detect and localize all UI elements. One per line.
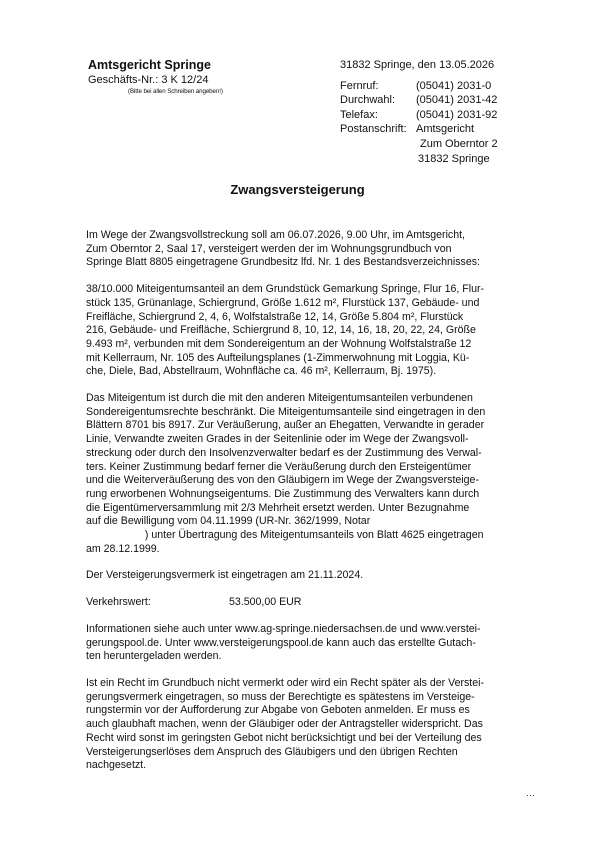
contact-row-fax: Telefax: (05041) 2031-92 [340, 108, 498, 121]
text-line: 9.493 m², verbunden mit dem Sondereigentum an der Wohnung Wolfstalstraße 12 [86, 337, 472, 350]
text-line: Recht wird sonst im geringsten Gebot nicht berücksichtigt und bei der Verteilung des [86, 731, 482, 744]
text-line: mit Kellerraum, Nr. 105 des Aufteilungsplanes (1-Zimmerwohnung mit Loggia, Kü- [86, 351, 470, 364]
text-line: 38/10.000 Miteigentumsanteil an dem Grundstück Gemarkung Springe, Flur 16, Flur- [86, 283, 485, 296]
contact-row-direct: Durchwahl: (05041) 2031-42 [340, 94, 498, 107]
paragraph-rights-notice [86, 677, 548, 773]
text-line: auf die Bewilligung vom 04.11.1999 (UR-Nr. 362/1999, Notar [86, 515, 371, 528]
text-line: nachgesetzt. [86, 759, 147, 772]
market-value [86, 596, 548, 610]
market-value-label: Verkehrswert: [86, 596, 151, 609]
text-line: Versteigerungserlöses dem Anspruch des Gläubigers und den übrigen Rechten [86, 745, 458, 758]
text-line: Ist ein Recht im Grundbuch nicht vermerkt oder wird ein Recht später als der Verstei- [86, 676, 485, 689]
text-line: Freifläche, Schiergrund 2, 4, 6, Wolfstalstraße 12, 14, Größe 5.804 m², Flurstück [86, 310, 464, 323]
text-line: Springe Blatt 8805 eingetragene Grundbesitz lfd. Nr. 1 des Bestandsverzeichnisses: [86, 256, 480, 269]
text-line: ten heruntergeladen werden. [86, 650, 222, 663]
text-line: gerungspool.de. Unter www.versteigerungspool.de kann auch das erstellte Gutach- [86, 636, 476, 649]
text-line: che, Diele, Bad, Abstellraum, Wohnfläche ca. 46 m², Kellerraum, Bj. 1975). [86, 365, 437, 378]
paragraph-information [86, 623, 548, 664]
paragraph-intro [86, 229, 548, 270]
postal-city: 31832 Springe [418, 152, 490, 165]
text-line: Zum Oberntor 2, Saal 17, versteigert werden der im Wohnungsgrundbuch von [86, 242, 452, 255]
text-line: ters. Keiner Zustimmung bedarf ferner die Veräußerung durch den Ersteigentümer [86, 460, 472, 473]
text-line: auch glaubhaft machen, wenn der Gläubiger oder der Antragsteller widerspricht. Das [86, 718, 483, 731]
case-number: Geschäfts-Nr.: 3 K 12/24 [88, 74, 209, 86]
text-line: Linie, Verwandte zweiten Grades in der Seitenlinie oder im Wege der Zwangsvoll- [86, 433, 469, 446]
text-line: streckung oder durch den Insolvenzverwalter bedarf es der Zustimmung des Verwal- [86, 446, 482, 459]
reference-hint: (Bitte bei allen Schreiben angeben!) [128, 88, 223, 95]
text-line: Sondereigentumsrechte beschränkt. Die Miteigentumsanteile sind eingetragen in den [86, 405, 486, 418]
text-line: stück 135, Grünanlage, Schiergrund, Größe 1.612 m², Flurstück 137, Gebäude- und [86, 296, 480, 309]
market-value-amount: 53.500,00 EUR [229, 596, 302, 609]
contact-block [340, 58, 498, 166]
paragraph-restrictions [86, 392, 548, 556]
text-line: rungstermin vor der Aufforderung zur Abgabe von Geboten anmelden. Er muss es [86, 704, 470, 717]
paragraph-registration [86, 569, 548, 583]
text-line: rung erworbenen Wohnungseigentums. Die Zustimmung des Verwalters kann durch [86, 487, 480, 500]
paragraph-property [86, 283, 548, 379]
place-date: 31832 Springe, den 13.05.2026 [340, 59, 495, 71]
continuation-mark: … [526, 788, 535, 798]
text-line: Blättern 8701 bis 8917. Zur Veräußerung, außer an Ehegatten, Verwandte in gerader [86, 419, 485, 432]
text-line: Der Versteigerungsvermerk ist eingetragen am 21.11.2024. [86, 569, 364, 582]
contact-row-phone: Fernruf: (05041) 2031-0 [340, 79, 492, 92]
text-line: Informationen siehe auch unter www.ag-springe.niedersachsen.de und www.verstei- [86, 622, 481, 635]
document-body [86, 229, 548, 786]
contact-row-postal: Postanschrift: Amtsgericht [340, 123, 475, 136]
text-line: ) unter Übertragung des Miteigentumsanteils von Blatt 4625 eingetragen [86, 529, 484, 542]
text-line: Das Miteigentum ist durch die mit den anderen Miteigentumsanteilen verbundenen [86, 392, 473, 405]
text-line: und die Weiterveräußerung des von den Gläubigern im Wege der Zwangsversteige- [86, 474, 479, 487]
text-line: die Eigentümerversammlung mit 2/3 Mehrheit ersetzt werden. Unter Bezugnahme [86, 501, 470, 514]
document-title: Zwangsversteigerung [230, 182, 365, 197]
text-line: gerungsvermerk eingetragen, so muss der Berechtigte es spätestens im Versteige- [86, 690, 475, 703]
text-line: Im Wege der Zwangsvollstreckung soll am 06.07.2026, 9.00 Uhr, im Amtsgericht, [86, 229, 465, 241]
court-name: Amtsgericht Springe [88, 58, 211, 72]
postal-street: Zum Oberntor 2 [420, 137, 498, 150]
text-line: 216, Gebäude- und Freifläche, Schiergrund 8, 10, 12, 14, 16, 18, 20, 22, 24, Größe [86, 324, 476, 337]
text-line: am 28.12.1999. [86, 542, 160, 555]
